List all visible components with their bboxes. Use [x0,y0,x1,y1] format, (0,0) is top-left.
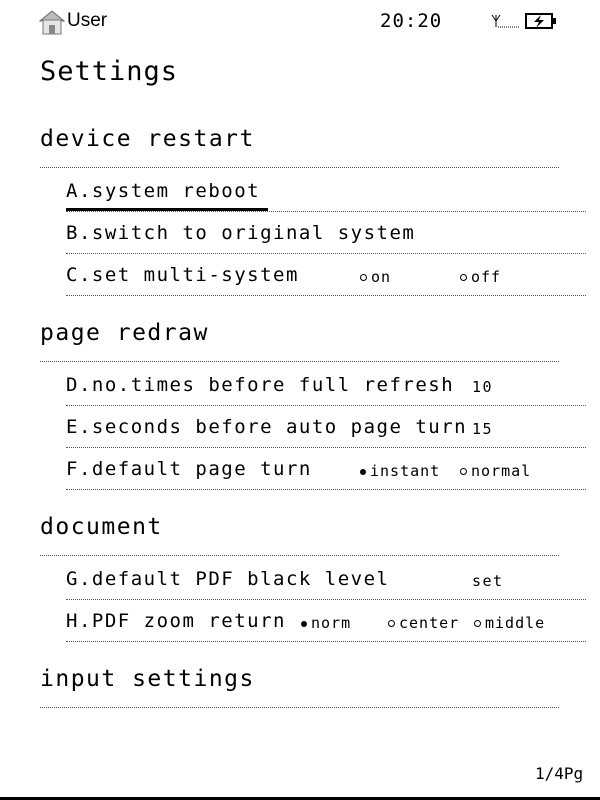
setting-auto-page-turn-seconds[interactable] [66,408,586,448]
setting-value[interactable]: 15 [472,420,494,438]
item-divider [66,211,586,212]
item-divider [66,599,586,600]
setting-label: B.switch to original system [66,222,416,244]
section-divider [40,707,559,708]
section-title-input-settings[interactable]: input settings [40,666,255,692]
radio-selected-icon [301,621,307,627]
setting-value[interactable]: 10 [472,378,494,396]
section-title-page-redraw: page redraw [40,320,209,346]
radio-unselected-icon [388,620,395,627]
radio-option-norm[interactable]: norm [301,614,351,632]
section-divider [40,167,559,168]
user-label: User [67,10,108,31]
radio-unselected-icon [460,468,467,475]
battery-charging-icon [524,11,558,31]
page-indicator: 1/4Pg [535,764,584,783]
setting-pdf-black-level[interactable] [66,560,586,600]
setting-label: H.PDF zoom return [66,610,286,632]
setting-full-refresh-count[interactable] [66,366,586,406]
section-title-device-restart: device restart [40,126,255,152]
section-title-document: document [40,514,163,540]
section-divider [40,555,559,556]
radio-option-off[interactable]: off [460,268,501,286]
radio-unselected-icon [460,274,467,281]
signal-icon [490,12,520,30]
setting-label: A.system reboot [66,180,261,202]
radio-option-normal[interactable]: normal [460,462,531,480]
clock: 20:20 [380,10,443,32]
item-divider [66,641,586,642]
set-button[interactable]: set [472,572,504,590]
setting-default-page-turn[interactable] [66,450,586,490]
item-divider [66,447,586,448]
setting-switch-original-system[interactable] [66,214,586,254]
item-divider [66,295,586,296]
setting-multi-system[interactable] [66,256,586,296]
setting-system-reboot[interactable] [66,172,586,212]
radio-option-instant[interactable]: instant [360,462,440,480]
setting-pdf-zoom-return[interactable] [66,602,586,642]
setting-label: G.default PDF black level [66,568,390,590]
radio-unselected-icon [474,620,481,627]
radio-option-middle[interactable]: middle [474,614,545,632]
status-bar [0,0,600,44]
home-icon[interactable] [38,8,66,36]
radio-option-on[interactable]: on [360,268,391,286]
page-title: Settings [40,56,179,87]
setting-label: F.default page turn [66,458,312,480]
setting-label: D.no.times before full refresh [66,374,455,396]
item-divider [66,253,586,254]
section-divider [40,361,559,362]
item-divider [66,405,586,406]
radio-unselected-icon [360,274,367,281]
item-divider [66,489,586,490]
radio-option-center[interactable]: center [388,614,459,632]
setting-label: C.set multi-system [66,264,299,286]
radio-selected-icon [360,469,366,475]
setting-label: E.seconds before auto page turn [66,416,468,438]
